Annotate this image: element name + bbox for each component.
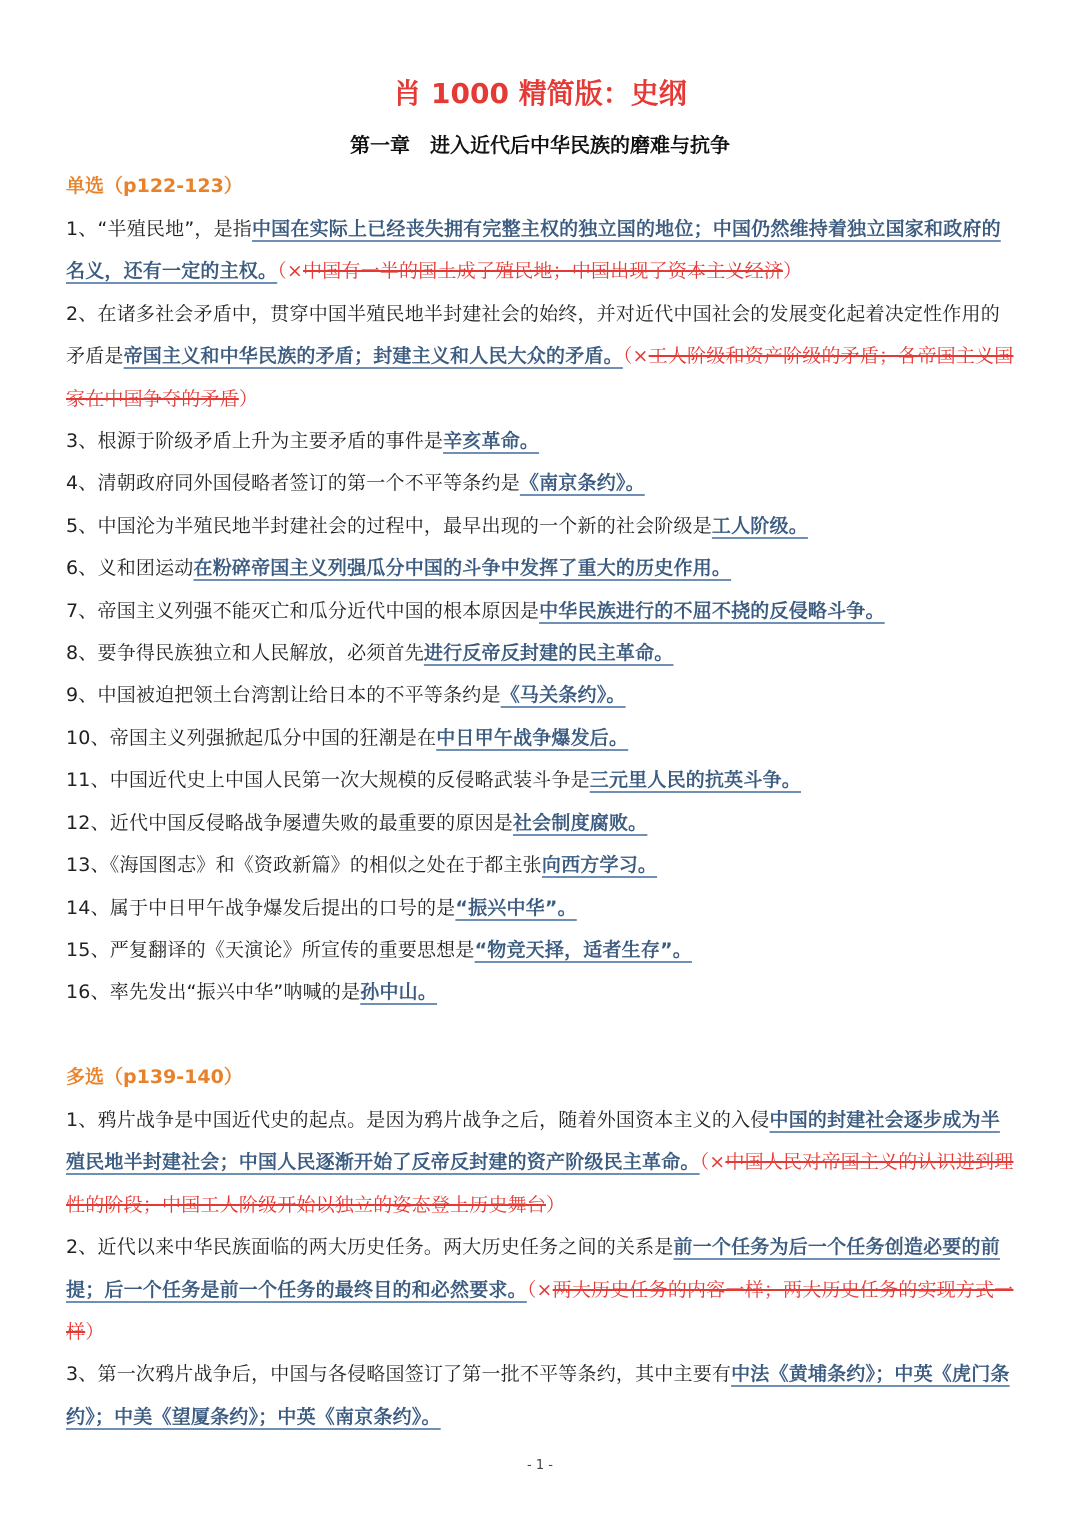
question-item bbox=[66, 929, 1014, 971]
single-choice-list bbox=[66, 208, 1014, 1014]
question-text: 10、帝国主义列强掀起瓜分中国的狂潮是在 bbox=[66, 726, 437, 749]
wrong-option-close: ） bbox=[238, 387, 259, 410]
answer-text: 在粉碎帝国主义列强瓜分中国的斗争中发挥了重大的历史作用。 bbox=[193, 557, 732, 580]
wrong-option-text: 两大历史任务的内容一样；两大历史任务的实现方式一样 bbox=[66, 1278, 1014, 1344]
question-text: 1、鸦片战争是中国近代史的起点。是因为鸦片战争之后，随着外国资本主义的入侵 bbox=[66, 1109, 770, 1131]
question-item bbox=[66, 632, 1014, 674]
page-number: - 1 - bbox=[527, 1458, 553, 1473]
question-item bbox=[66, 462, 1014, 504]
question-text: 7、帝国主义列强不能灭亡和瓜分近代中国的根本原因是 bbox=[66, 599, 540, 622]
question-item bbox=[66, 505, 1014, 547]
question-text: 12、近代中国反侵略战争屡遭失败的最重要的原因是 bbox=[66, 811, 513, 834]
answer-text: 中国的封建社会逐步成为半殖民地半封建社会；中国人民逐渐开始了反帝反封建的资产阶级民主革命。 bbox=[66, 1109, 1000, 1174]
question-item bbox=[66, 844, 1014, 886]
page-title: 肖 1000 精简版：史纲 bbox=[393, 77, 687, 110]
question-text: 2、在诸多社会矛盾中，贯穿中国半殖民地半封建社会的始终，并对近代中国社会的发展变化起着决定性作用的矛盾是 bbox=[66, 302, 1000, 368]
answer-text: 帝国主义和中华民族的矛盾；封建主义和人民大众的矛盾。 bbox=[123, 345, 623, 368]
answer-text: 孙中山。 bbox=[360, 981, 438, 1004]
question-item bbox=[66, 1226, 1014, 1353]
wrong-option-open: （× bbox=[526, 1278, 553, 1301]
answer-text: 工人阶级。 bbox=[711, 514, 808, 537]
question-item bbox=[66, 547, 1014, 589]
wrong-option-text: 工人阶级和资产阶级的矛盾；各帝国主义国家在中国争夺的矛盾 bbox=[66, 345, 1014, 410]
wrong-option-text: 中国有一半的国土成了殖民地；中国出现了资本主义经济 bbox=[303, 260, 784, 283]
question-item bbox=[66, 293, 1014, 420]
answer-text: 进行反帝反封建的民主革命。 bbox=[423, 642, 674, 665]
wrong-option-open: （× bbox=[622, 345, 649, 368]
question-text: 16、率先发出“振兴中华”呐喊的是 bbox=[66, 981, 361, 1004]
wrong-option-close: ） bbox=[85, 1321, 105, 1344]
answer-text: 《南京条约》。 bbox=[519, 472, 645, 495]
question-text: 3、第一次鸦片战争后，中国与各侵略国签订了第一批不平等条约，其中主要有 bbox=[66, 1363, 732, 1386]
question-text: 3、根源于阶级矛盾上升为主要矛盾的事件是 bbox=[66, 430, 444, 453]
answer-text: “物竞天择，适者生存”。 bbox=[474, 938, 692, 961]
question-text: 14、属于中日甲午战争爆发后提出的口号的是 bbox=[66, 896, 456, 919]
multi-choice-heading: 多选（p139-140） bbox=[66, 1066, 243, 1088]
question-text: 8、要争得民族独立和人民解放，必须首先 bbox=[66, 642, 424, 665]
question-text: 1、“半殖民地”，是指 bbox=[66, 218, 252, 240]
question-text: 13、《海国图志》和《资政新篇》的相似之处在于都主张 bbox=[66, 854, 542, 877]
question-item bbox=[66, 674, 1014, 716]
answer-text: 社会制度腐败。 bbox=[512, 811, 648, 834]
wrong-option-text: 中国人民对帝国主义的认识进到理性的阶段；中国工人阶级开始以独立的姿态登上历史舞台 bbox=[66, 1151, 1014, 1216]
question-item bbox=[66, 208, 1014, 293]
wrong-option-open: （× bbox=[699, 1151, 726, 1174]
question-item bbox=[66, 590, 1014, 632]
wrong-option-close: ） bbox=[546, 1193, 566, 1216]
question-item bbox=[66, 717, 1014, 759]
question-item bbox=[66, 1353, 1014, 1438]
wrong-option-open: （× bbox=[277, 260, 304, 283]
answer-text: 辛亥革命。 bbox=[443, 430, 540, 453]
answer-text: 《马关条约》。 bbox=[500, 684, 626, 707]
answer-text: 中日甲午战争爆发后。 bbox=[436, 726, 629, 749]
question-text: 11、中国近代史上中国人民第一次大规模的反侵略武装斗争是 bbox=[66, 769, 590, 792]
question-item bbox=[66, 420, 1014, 462]
chapter-heading: 第一章 进入近代后中华民族的磨难与抗争 bbox=[350, 133, 730, 157]
question-text: 2、近代以来中华民族面临的两大历史任务。两大历史任务之间的关系是 bbox=[66, 1236, 674, 1259]
answer-text: 前一个任务为后一个任务创造必要的前提；后一个任务是前一个任务的最终目的和必然要求。 bbox=[66, 1236, 1000, 1301]
single-choice-heading: 单选（p122-123） bbox=[66, 175, 243, 197]
question-text: 6、义和团运动 bbox=[66, 557, 194, 580]
answer-text: 向西方学习。 bbox=[541, 854, 658, 877]
question-item bbox=[66, 971, 1014, 1013]
question-item bbox=[66, 759, 1014, 801]
answer-text: 中法《黄埔条约》；中英《虎门条约》；中美《望厦条约》；中英《南京条约》。 bbox=[66, 1363, 1010, 1428]
question-text: 9、中国被迫把领土台湾割让给日本的不平等条约是 bbox=[66, 684, 501, 707]
question-item bbox=[66, 802, 1014, 844]
question-item bbox=[66, 887, 1014, 929]
answer-text: “振兴中华”。 bbox=[455, 896, 577, 919]
answer-text: 中国在实际上已经丧失拥有完整主权的独立国的地位；中国仍然维持着独立国家和政府的名义，还有一定的主权。 bbox=[66, 218, 1001, 283]
question-text: 5、中国沦为半殖民地半封建社会的过程中，最早出现的一个新的社会阶级是 bbox=[66, 514, 712, 537]
question-text: 4、清朝政府同外国侵略者签订的第一个不平等条约是 bbox=[66, 472, 520, 495]
wrong-option-close: ） bbox=[783, 260, 803, 283]
answer-text: 中华民族进行的不屈不挠的反侵略斗争。 bbox=[539, 599, 885, 622]
multi-choice-list bbox=[66, 1099, 1014, 1438]
answer-text: 三元里人民的抗英斗争。 bbox=[589, 769, 801, 792]
question-item bbox=[66, 1099, 1014, 1226]
question-text: 15、严复翻译的《天演论》所宣传的重要思想是 bbox=[66, 938, 475, 961]
